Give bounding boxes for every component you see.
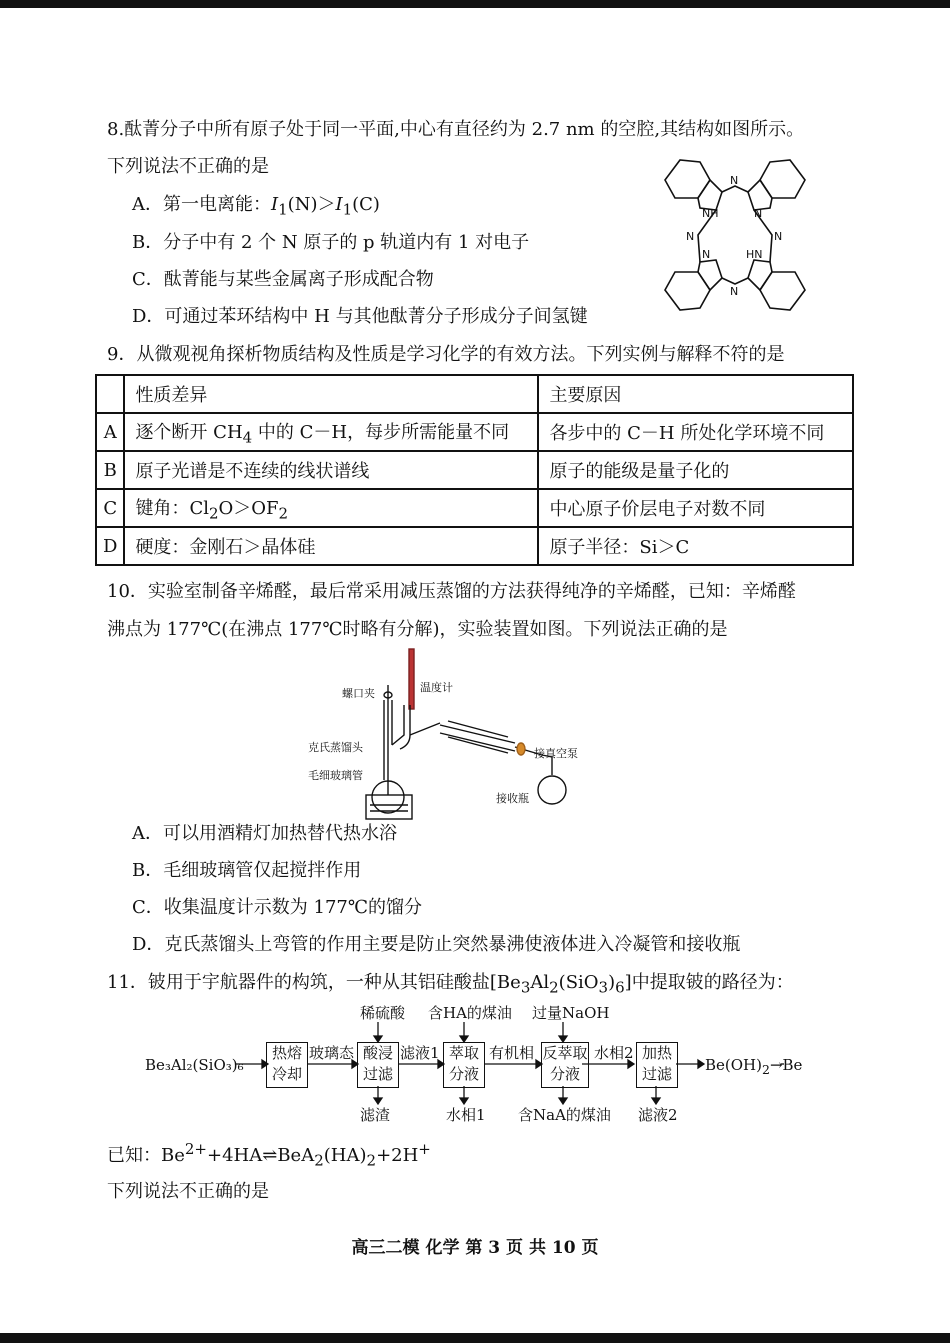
page-footer: 高三二模 化学 第 3 页 共 10 页 — [351, 1238, 599, 1258]
svg-text:HN: HN — [746, 248, 763, 261]
q8-prompt: 下列说法不正确的是 — [107, 156, 269, 177]
flow-input-ha: 含HA的煤油 — [428, 1004, 512, 1022]
table-header-property: 性质差异 — [124, 375, 538, 413]
q10-option-d: D．克氏蒸馏头上弯管的作用主要是防止突然暴沸使液体进入冷凝管和接收瓶 — [132, 934, 741, 955]
q8-stem: 8.酞菁分子中所有原子处于同一平面,中心有直径约为 2.7 nm 的空腔,其结构如图所示。 — [107, 119, 805, 140]
svg-text:NH: NH — [702, 207, 719, 220]
top-border — [0, 0, 950, 8]
distillation-apparatus — [300, 645, 650, 830]
q10-stem-line2: 沸点为 177℃(在沸点 177℃时略有分解)，实验装置如图。下列说法正确的是 — [107, 619, 728, 640]
q10-option-a: A．可以用酒精灯加热替代热水浴 — [132, 823, 397, 844]
flow-output-naa: 含NaA的煤油 — [518, 1106, 611, 1124]
table-cell: 硬度：金刚石＞晶体硅 — [124, 527, 538, 565]
flow-box-extract: 萃取 分液 — [443, 1042, 485, 1088]
table-cell: 键角：$Cl_2O>OF_2$ — [124, 489, 538, 527]
label-capillary: 毛细玻璃管 — [308, 769, 363, 782]
flow-end: $Be(OH)_2\to Be$ — [705, 1056, 803, 1077]
q8-option-a: A．第一电离能：$I_1(N)>I_1(C)$ — [132, 194, 380, 219]
table-row — [96, 489, 853, 527]
table-row-label: D — [96, 527, 124, 565]
flow-box-acid-filter: 酸浸 过滤 — [357, 1042, 399, 1088]
table-row — [96, 527, 853, 565]
flow-box-heat-filter: 加热 过滤 — [636, 1042, 678, 1088]
flow-start: Be₃Al₂(SiO₃)₆ — [145, 1056, 244, 1074]
flow-input-naoh: 过量NaOH — [532, 1004, 610, 1022]
svg-text:N: N — [686, 230, 695, 243]
flow-output-aqueous1: 水相1 — [446, 1106, 486, 1124]
q10-option-b: B．毛细玻璃管仅起搅拌作用 — [132, 860, 362, 881]
svg-text:N: N — [702, 248, 711, 261]
flow-label-glassy: 玻璃态 — [309, 1044, 355, 1062]
table-cell: 原子半径：Si＞C — [538, 527, 853, 565]
q10-stem-line1: 10．实验室制备辛烯醛，最后常采用减压蒸馏的方法获得纯净的辛烯醛，已知：辛烯醛 — [107, 581, 796, 602]
table-cell: 原子的能级是量子化的 — [538, 451, 853, 489]
table-row — [96, 413, 853, 451]
q8-option-d: D．可通过苯环结构中 H 与其他酞菁分子形成分子间氢键 — [132, 306, 588, 327]
flow-label-organic: 有机相 — [489, 1044, 535, 1062]
table-row-label: B — [96, 451, 124, 489]
label-screw-clamp: 螺口夹 — [342, 687, 375, 700]
table-cell: 中心原子价层电子对数不同 — [538, 489, 853, 527]
svg-text:N: N — [730, 174, 739, 187]
table-header-reason: 主要原因 — [538, 375, 853, 413]
q8-option-c: C．酞菁能与某些金属离子形成配合物 — [132, 269, 434, 290]
phthalocyanine-structure — [650, 150, 820, 320]
svg-text:N: N — [754, 207, 763, 220]
q9-table — [95, 374, 854, 566]
q11-prompt: 下列说法不正确的是 — [107, 1181, 269, 1202]
q10-option-c: C．收集温度计示数为 177℃的馏分 — [132, 897, 422, 918]
flow-output-residue: 滤渣 — [360, 1106, 391, 1124]
table-row-label: A — [96, 413, 124, 451]
flow-input-acid: 稀硫酸 — [360, 1004, 406, 1022]
label-claisen-head: 克氏蒸馏头 — [308, 741, 363, 754]
table-cell — [96, 375, 124, 413]
label-vacuum-pump: 接真空泵 — [534, 747, 578, 760]
q9-stem: 9．从微观视角探析物质结构及性质是学习化学的有效方法。下列实例与解释不符的是 — [107, 344, 785, 365]
table-cell: 逐个断开 $CH_4$ 中的 C－H，每步所需能量不同 — [124, 413, 538, 451]
svg-text:N: N — [730, 285, 739, 298]
flow-label-filtrate1: 滤液1 — [400, 1044, 440, 1062]
flow-box-melt-cool: 热熔 冷却 — [266, 1042, 308, 1088]
label-thermometer: 温度计 — [420, 681, 453, 694]
flow-box-back-extract: 反萃取 分液 — [541, 1042, 589, 1088]
flow-label-aqueous2: 水相2 — [594, 1044, 634, 1062]
flow-output-filtrate2: 滤液2 — [638, 1106, 678, 1124]
table-cell: 各步中的 C－H 所处化学环境不同 — [538, 413, 853, 451]
svg-text:N: N — [774, 230, 783, 243]
label-receiving-flask: 接收瓶 — [496, 792, 529, 805]
bottom-border — [0, 1333, 950, 1343]
q11-known: 已知：$Be^{2+}+4HA\rightleftharpoons BeA_2(HA)_2+2H^+$ — [107, 1140, 431, 1170]
q8-option-a-text: 第一电离能： — [163, 194, 271, 215]
table-header-row — [96, 375, 853, 413]
table-row — [96, 451, 853, 489]
table-row-label: C — [96, 489, 124, 527]
q8-option-b: B．分子中有 2 个 N 原子的 p 轨道内有 1 对电子 — [132, 232, 530, 253]
q11-stem: 11．铍用于宇航器件的构筑，一种从其铝硅酸盐$[Be_3Al_2(SiO_3)_6]$中提取铍的路径为： — [107, 972, 794, 997]
table-cell: 原子光谱是不连续的线状谱线 — [124, 451, 538, 489]
